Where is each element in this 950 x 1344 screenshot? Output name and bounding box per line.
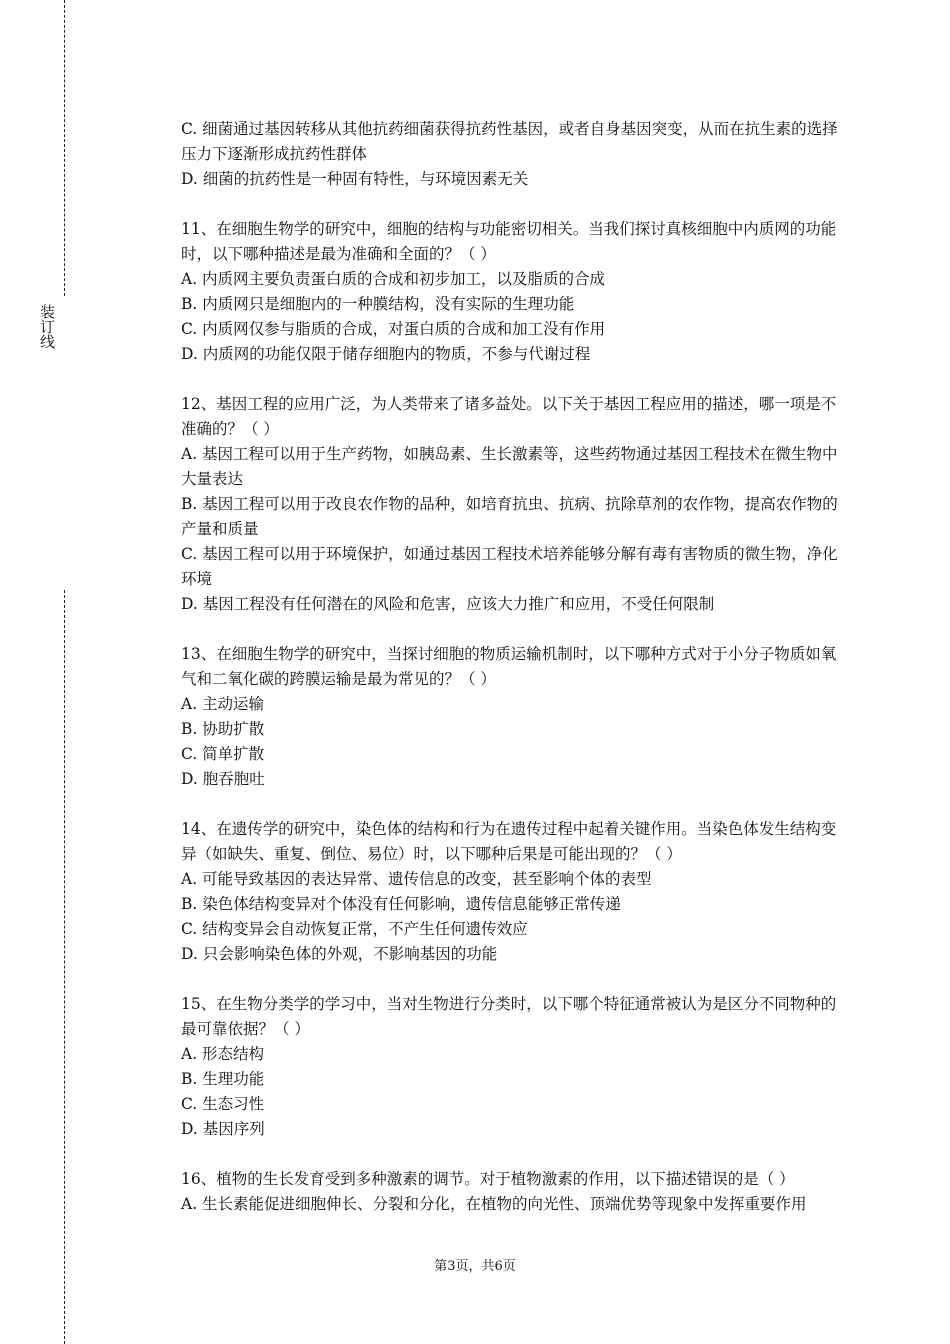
option-b: B. 染色体结构变异对个体没有任何影响，遗传信息能够正常传递 xyxy=(181,895,621,913)
question-10-continued xyxy=(181,117,839,192)
option-b: B. 生理功能 xyxy=(181,1070,265,1088)
option-d: D. 胞吞胞吐 xyxy=(181,770,265,788)
option-b: B. 基因工程可以用于改良农作物的品种，如培育抗虫、抗病、抗除草剂的农作物，提高农作物的产量和质量 xyxy=(181,495,838,538)
option-c: C. 生态习性 xyxy=(181,1095,265,1113)
question-content xyxy=(181,117,839,1242)
question-13 xyxy=(181,642,839,792)
question-stem: 11、在细胞生物学的研究中，细胞的结构与功能密切相关。当我们探讨真核细胞中内质网的功能时，以下哪种描述是最为准确和全面的？（ ） xyxy=(181,220,837,263)
option-d: D. 基因序列 xyxy=(181,1120,265,1138)
option-d: D. 细菌的抗药性是一种固有特性，与环境因素无关 xyxy=(181,170,529,188)
option-d: D. 基因工程没有任何潜在的风险和危害，应该大力推广和应用，不受任何限制 xyxy=(181,595,715,613)
option-a: A. 生长素能促进细胞伸长、分裂和分化，在植物的向光性、顶端优势等现象中发挥重要作用 xyxy=(181,1195,807,1213)
question-14 xyxy=(181,817,839,967)
option-a: A. 主动运输 xyxy=(181,695,265,713)
question-12 xyxy=(181,392,839,617)
binding-dashed-line-bottom xyxy=(64,590,65,1344)
question-stem: 15、在生物分类学的学习中，当对生物进行分类时，以下哪个特征通常被认为是区分不同物种的最可靠依据？（ ） xyxy=(181,995,837,1038)
question-stem: 12、基因工程的应用广泛，为人类带来了诸多益处。以下关于基因工程应用的描述，哪一项是不准确的？（ ） xyxy=(181,395,837,438)
option-c: C. 简单扩散 xyxy=(181,745,265,763)
option-d: D. 内质网的功能仅限于储存细胞内的物质，不参与代谢过程 xyxy=(181,345,591,363)
option-c: C. 内质网仅参与脂质的合成，对蛋白质的合成和加工没有作用 xyxy=(181,320,606,338)
question-stem: 13、在细胞生物学的研究中，当探讨细胞的物质运输机制时，以下哪种方式对于小分子物质如氧气和二氧化碳的跨膜运输是最为常见的？（ ） xyxy=(181,645,837,688)
option-a: A. 基因工程可以用于生产药物，如胰岛素、生长激素等，这些药物通过基因工程技术在微生物中大量表达 xyxy=(181,445,838,488)
binding-dashed-line-top xyxy=(64,0,65,296)
option-a: A. 内质网主要负责蛋白质的合成和初步加工，以及脂质的合成 xyxy=(181,270,606,288)
option-b: B. 协助扩散 xyxy=(181,720,265,738)
question-stem: 16、植物的生长发育受到多种激素的调节。对于植物激素的作用，以下描述错误的是（ ） xyxy=(181,1170,795,1188)
option-c: C. 基因工程可以用于环境保护，如通过基因工程技术培养能够分解有毒有害物质的微生物，净化环境 xyxy=(181,545,838,588)
option-a: A. 可能导致基因的表达异常、遗传信息的改变，甚至影响个体的表型 xyxy=(181,870,652,888)
question-11 xyxy=(181,217,839,367)
binding-line-label: 装订线 xyxy=(38,304,56,349)
page-number: 第3页，共6页 xyxy=(434,1259,516,1274)
option-d: D. 只会影响染色体的外观，不影响基因的功能 xyxy=(181,945,498,963)
option-c: C. 细菌通过基因转移从其他抗药细菌获得抗药性基因，或者自身基因突变，从而在抗生素的选择压力下逐渐形成抗药性群体 xyxy=(181,120,838,163)
question-16 xyxy=(181,1167,839,1217)
option-a: A. 形态结构 xyxy=(181,1045,265,1063)
question-stem: 14、在遗传学的研究中，染色体的结构和行为在遗传过程中起着关键作用。当染色体发生结构变异（如缺失、重复、倒位、易位）时，以下哪种后果是可能出现的？（ ） xyxy=(181,820,837,863)
option-c: C. 结构变异会自动恢复正常，不产生任何遗传效应 xyxy=(181,920,528,938)
question-15 xyxy=(181,992,839,1142)
option-b: B. 内质网只是细胞内的一种膜结构，没有实际的生理功能 xyxy=(181,295,575,313)
